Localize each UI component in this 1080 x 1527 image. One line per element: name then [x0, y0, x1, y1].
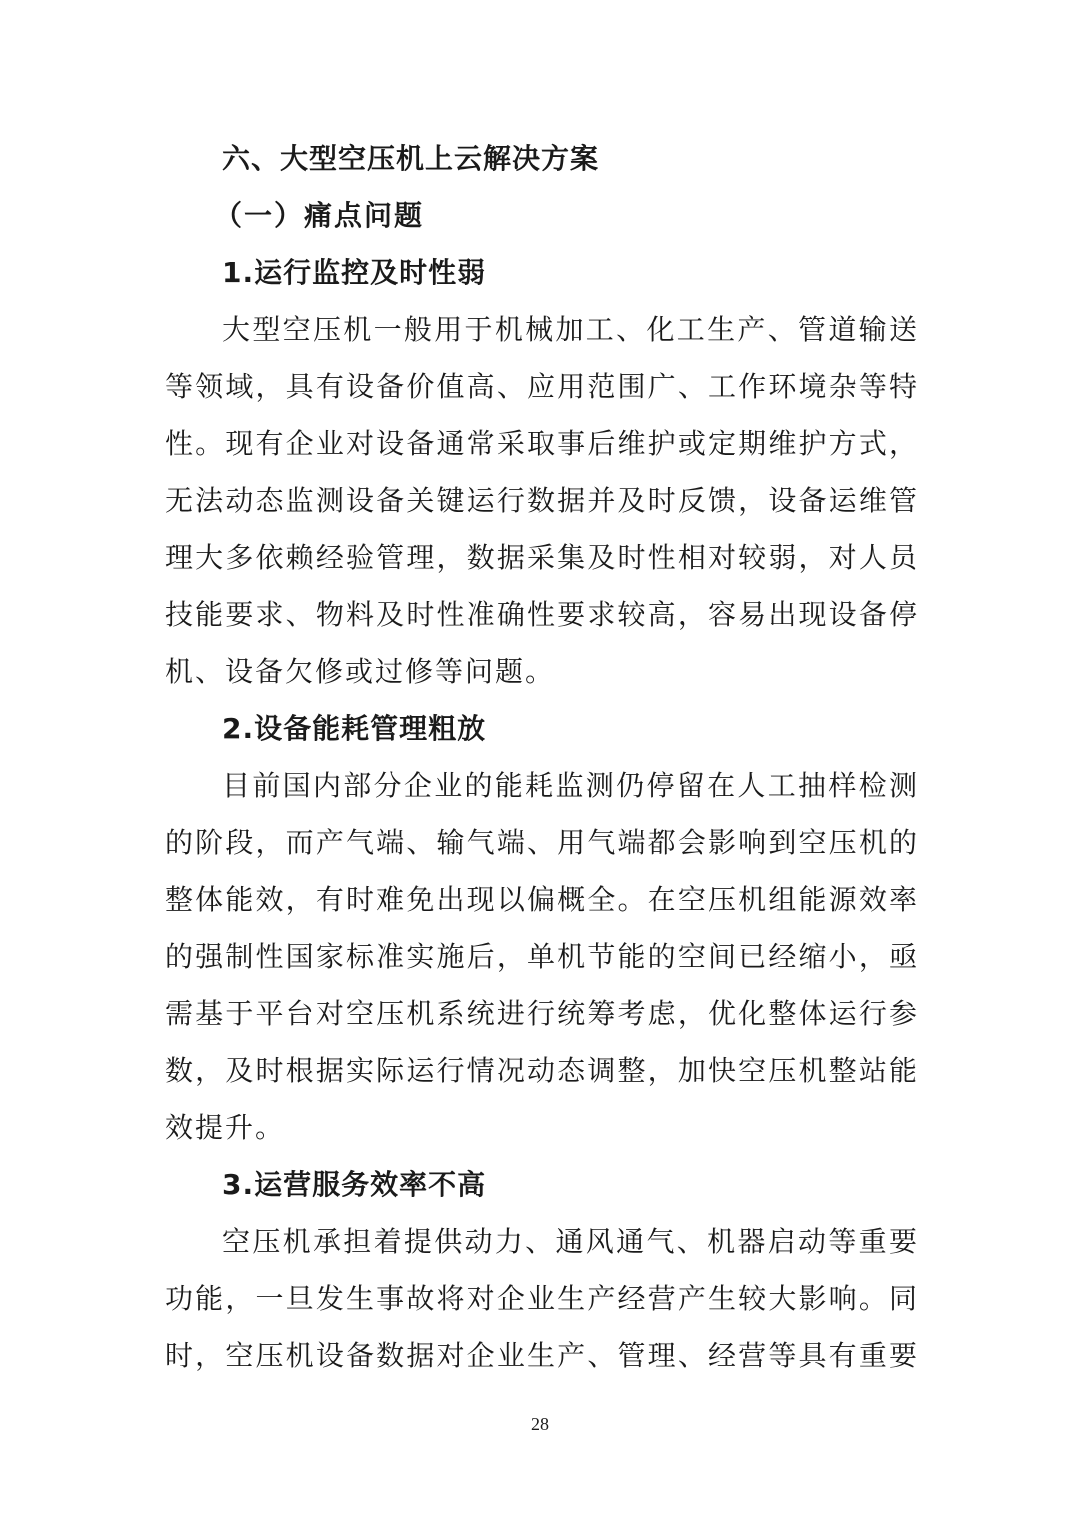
item-heading-2: 2.设备能耗管理粗放 — [222, 712, 487, 745]
paragraph-line: 理大多依赖经验管理，数据采集及时性相对较弱，对人员 — [165, 541, 917, 574]
paragraph-line: 机、设备欠修或过修等问题。 — [165, 655, 556, 688]
paragraph-line: 需基于平台对空压机系统进行统筹考虑，优化整体运行参 — [165, 997, 917, 1030]
paragraph-line: 功能，一旦发生事故将对企业生产经营产生较大影响。同 — [165, 1282, 917, 1315]
page-content — [165, 130, 917, 1384]
section-title: 六、大型空压机上云解决方案 — [222, 142, 600, 175]
paragraph-line: 的强制性国家标准实施后，单机节能的空间已经缩小，亟 — [165, 940, 917, 973]
paragraph-line: 性。现有企业对设备通常采取事后维护或定期维护方式， — [165, 427, 917, 460]
item-heading-1: 1.运行监控及时性弱 — [222, 256, 487, 289]
subsection-title: （一）痛点问题 — [214, 199, 425, 232]
paragraph-line: 整体能效，有时难免出现以偏概全。在空压机组能源效率 — [165, 883, 917, 916]
paragraph-line: 大型空压机一般用于机械加工、化工生产、管道输送 — [222, 313, 917, 346]
paragraph-line: 无法动态监测设备关键运行数据并及时反馈，设备运维管 — [165, 484, 917, 517]
paragraph-line: 空压机承担着提供动力、通风通气、机器启动等重要 — [222, 1225, 917, 1258]
paragraph-line: 效提升。 — [165, 1111, 286, 1144]
paragraph-line: 技能要求、物料及时性准确性要求较高，容易出现设备停 — [165, 598, 917, 631]
item-heading-3: 3.运营服务效率不高 — [222, 1168, 487, 1201]
paragraph-line: 等领域，具有设备价值高、应用范围广、工作环境杂等特 — [165, 370, 917, 403]
paragraph-line: 时，空压机设备数据对企业生产、管理、经营等具有重要 — [165, 1339, 917, 1372]
item-paragraph-1 — [165, 301, 917, 700]
item-paragraph-2 — [165, 757, 917, 1156]
paragraph-line: 目前国内部分企业的能耗监测仍停留在人工抽样检测 — [222, 769, 917, 802]
page-number: 28 — [531, 1414, 549, 1434]
item-paragraph-3 — [165, 1213, 917, 1384]
paragraph-line: 数，及时根据实际运行情况动态调整，加快空压机整站能 — [165, 1054, 917, 1087]
paragraph-line: 的阶段，而产气端、输气端、用气端都会影响到空压机的 — [165, 826, 917, 859]
